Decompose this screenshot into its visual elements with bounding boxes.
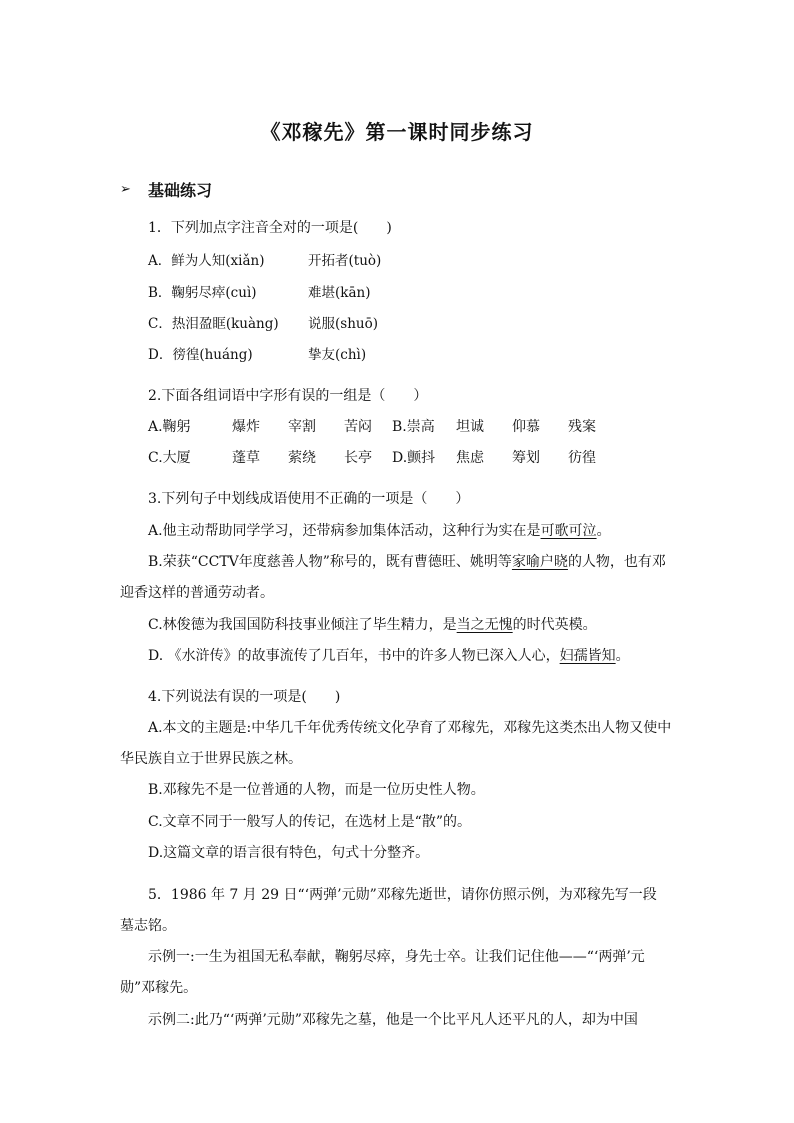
q1-option-c: C．热泪盈眶(kuàng) <box>148 316 279 332</box>
q4-stem: 4.下列说法有误的一项是( ) <box>148 689 341 705</box>
section-heading: 基础练习 <box>148 181 213 200</box>
q5-example-2: 示例二:此乃“‘两弹’元勋”邓稼先之墓，他是一个比平凡人还平凡的人，却为中国 <box>148 1012 638 1028</box>
underlined-idiom: 当之无愧 <box>456 617 513 633</box>
q3-option-c: C.林俊德为我国国防科技事业倾注了毕生精力，是当之无愧的时代英模。 <box>148 617 597 633</box>
q1-option-a: A．鲜为人知(xiǎn) <box>148 253 265 269</box>
q2-word: 焦虑 <box>456 450 484 466</box>
q1-option-b-second: 难堪(kān) <box>308 285 371 301</box>
q2-word: D.颤抖 <box>392 450 436 466</box>
q4-option-c: C.文章不同于一般写人的传记，在选材上是“散”的。 <box>148 814 471 830</box>
q3-option-b-continued: 迎香这样的普通劳动者。 <box>120 585 274 601</box>
q4-option-d: D.这篇文章的语言很有特色，句式十分整齐。 <box>148 845 430 861</box>
q3-option-b: B.荣获“CCTV年度慈善人物”称号的，既有曹德旺、姚明等家喻户晓的人物，也有邓 <box>148 554 666 570</box>
underlined-idiom: 妇孺皆知 <box>559 648 616 664</box>
q2-word: 爆炸 <box>232 419 260 435</box>
q5-stem: 5．1986 年 7 月 29 日“‘两弹’元勋”邓稼先逝世，请你仿照示例，为邓稼先写一段 <box>148 887 657 903</box>
q3-stem: 3.下列句子中划线成语使用不正确的一项是（ ） <box>148 491 470 507</box>
q2-word: 苦闷 <box>344 419 372 435</box>
q1-stem: 1．下列加点字注音全对的一项是( ) <box>148 220 392 236</box>
q2-word: 长亭 <box>344 450 372 466</box>
q1-option-d-second: 挚友(chì) <box>308 347 367 363</box>
q2-word: 彷徨 <box>568 450 596 466</box>
q2-word: 残案 <box>568 419 596 435</box>
q3-option-d: D. 《水浒传》的故事流传了几百年，书中的许多人物已深入人心，妇孺皆知。 <box>148 648 630 664</box>
q2-word: 宰割 <box>288 419 316 435</box>
q2-stem: 2.下面各组词语中字形有误的一组是（ ） <box>148 388 428 404</box>
q3-option-a: A.他主动帮助同学学习，还带病参加集体活动，这种行为实在是可歌可泣。 <box>148 523 611 539</box>
q2-word: B.崇高 <box>392 419 435 435</box>
q2-word: 蓬草 <box>232 450 260 466</box>
q1-option-a-second: 开拓者(tuò) <box>308 253 382 269</box>
arrow-bullet-icon: ➢ <box>120 182 131 197</box>
q2-word: 坦诚 <box>456 419 484 435</box>
q1-option-c-second: 说服(shuō) <box>308 316 378 332</box>
q4-option-b: B.邓稼先不是一位普通的人物，而是一位历史性人物。 <box>148 782 485 798</box>
q2-word: 筹划 <box>512 450 540 466</box>
q1-option-d: D．徬徨(huáng) <box>148 347 253 363</box>
underlined-idiom: 家喻户晓 <box>511 554 568 570</box>
q2-word: A.鞠躬 <box>148 419 191 435</box>
q2-word: 萦绕 <box>288 450 316 466</box>
q2-word: C.大厦 <box>148 450 191 466</box>
q2-word: 仰慕 <box>512 419 540 435</box>
q5-example-1: 示例一:一生为祖国无私奉献，鞠躬尽瘁，身先士卒。让我们记住他——“‘两弹’元 <box>148 949 645 965</box>
q5-example-1-continued: 勋”邓稼先。 <box>120 980 198 996</box>
page-title: 《邓稼先》第一课时同步练习 <box>260 120 534 144</box>
underlined-idiom: 可歌可泣 <box>540 523 597 539</box>
q5-stem-continued: 墓志铭。 <box>120 918 176 934</box>
q1-option-b: B．鞠躬尽瘁(cuì) <box>148 285 257 301</box>
q4-option-a: A.本文的主题是:中华几千年优秀传统文化孕育了邓稼先，邓稼先这类杰出人物又使中 <box>148 720 672 736</box>
q4-option-a-continued: 华民族自立于世界民族之林。 <box>120 751 302 767</box>
